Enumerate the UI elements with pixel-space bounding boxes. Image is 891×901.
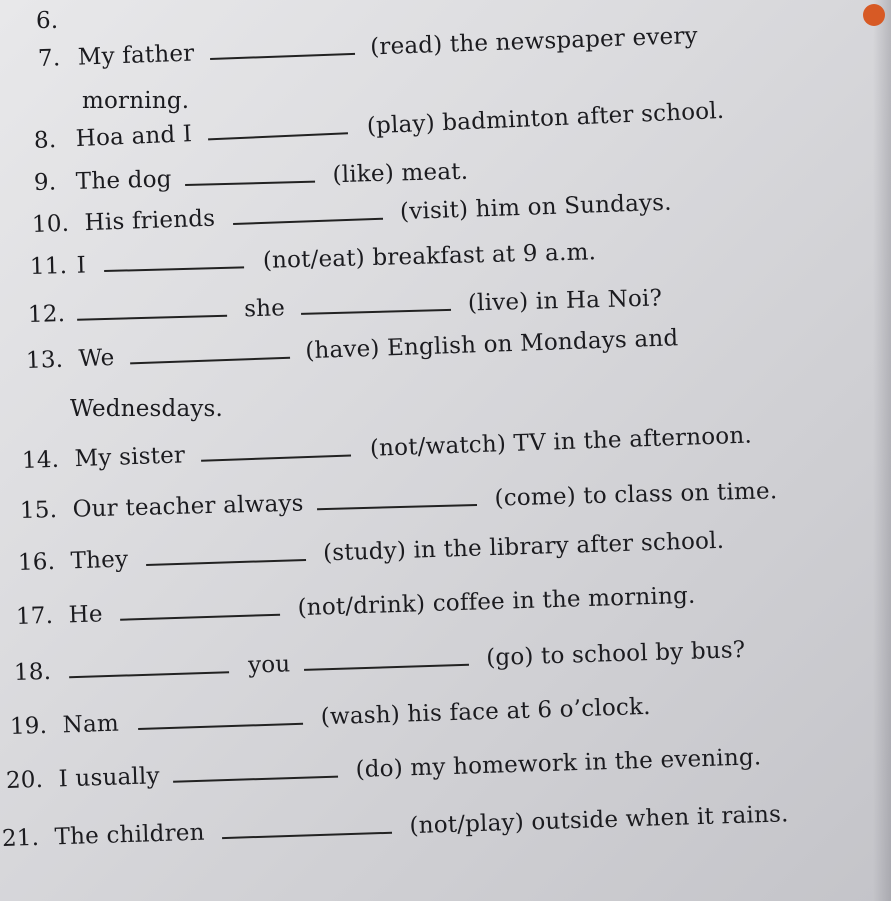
answer-blank[interactable] xyxy=(185,163,315,186)
exercise-10: 10. His friends (visit) him on Sundays. xyxy=(31,189,673,238)
answer-blank[interactable] xyxy=(232,200,383,225)
exercise-16: 16. They (study) in the library after school. xyxy=(17,527,725,576)
exercise-12: 12. she (live) in Ha Noi? xyxy=(27,285,663,328)
paper-edge-shadow xyxy=(873,0,891,901)
exercise-7 xyxy=(38,23,699,72)
answer-blank[interactable] xyxy=(200,437,351,462)
exercise-20: 20. I usually (do) my homework in the evening. xyxy=(5,744,762,794)
exercise-6-number: 6. xyxy=(36,8,59,34)
answer-blank[interactable] xyxy=(173,758,339,783)
item-subject: My father xyxy=(77,40,195,71)
exercise-7-continuation: morning. xyxy=(82,88,190,114)
exercise-8: 8. Hoa and I (play) badminton after school. xyxy=(33,97,725,154)
answer-blank[interactable] xyxy=(145,541,306,566)
exercise-13: 13. We (have) English on Mondays and xyxy=(25,325,679,374)
answer-blank[interactable] xyxy=(129,339,290,365)
orange-object xyxy=(863,4,885,26)
answer-blank[interactable] xyxy=(120,596,281,621)
item-verb-prompt: (read) the newspaper every xyxy=(369,22,699,61)
exercise-19: 19. Nam (wash) his face at 6 o’clock. xyxy=(9,693,652,740)
answer-blank[interactable] xyxy=(317,486,477,510)
answer-blank[interactable] xyxy=(103,248,243,272)
answer-blank[interactable] xyxy=(303,646,469,671)
exercise-9: 9. The dog (like) meat. xyxy=(33,158,469,196)
answer-blank[interactable] xyxy=(300,291,450,315)
exercise-15: 15. Our teacher always (come) to class on time. xyxy=(19,478,778,524)
exercise-14: 14. My sister (not/watch) TV in the afternoon. xyxy=(21,422,753,474)
exercise-11: 11. I (not/eat) breakfast at 9 a.m. xyxy=(29,239,597,280)
exercise-21: 21. The children (not/play) outside when it rains. xyxy=(1,801,789,852)
answer-blank[interactable] xyxy=(68,653,229,678)
exercise-13-continuation: Wednesdays. xyxy=(70,396,224,422)
exercise-17: 17. He (not/drink) coffee in the morning. xyxy=(15,582,696,630)
answer-blank[interactable] xyxy=(222,814,393,839)
answer-blank[interactable] xyxy=(207,114,348,140)
answer-blank[interactable] xyxy=(138,705,304,730)
exercise-18: 18. you (go) to school by bus? xyxy=(13,637,746,686)
answer-blank[interactable] xyxy=(209,35,355,60)
answer-blank[interactable] xyxy=(76,297,226,321)
item-number: 7. xyxy=(37,45,61,72)
